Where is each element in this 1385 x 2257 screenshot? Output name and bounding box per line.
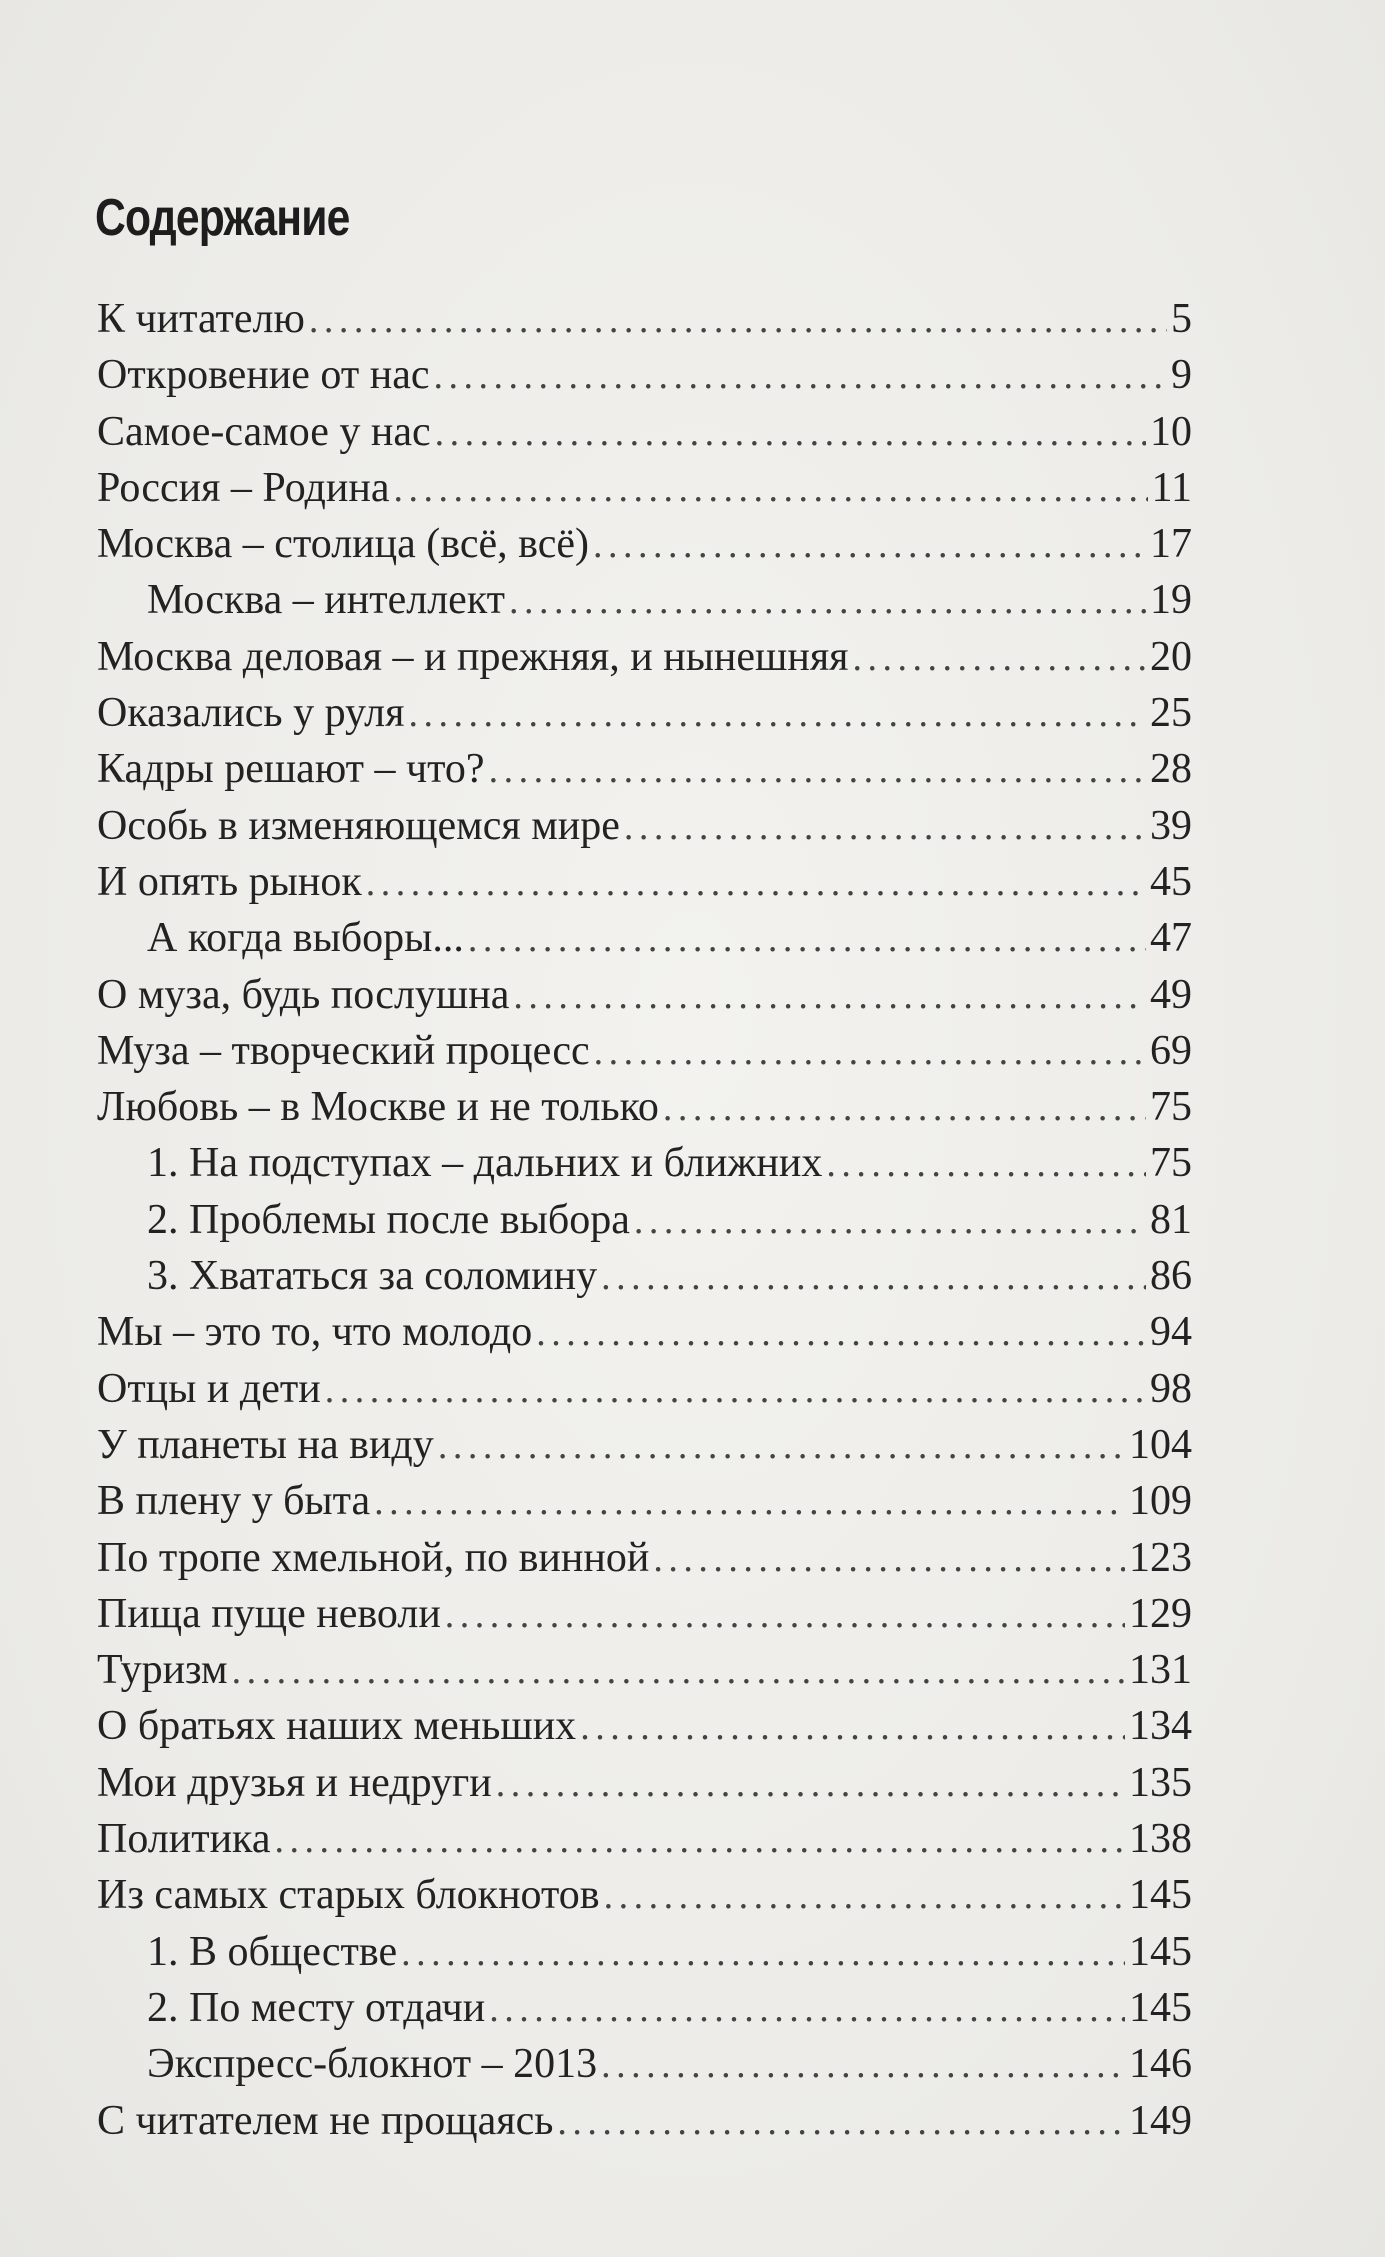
- toc-entry: [97, 689, 1192, 745]
- toc-entry-page-number: 131: [1129, 1647, 1192, 1694]
- toc-entry: [97, 1534, 1192, 1590]
- dot-leader: [624, 805, 1146, 849]
- toc-entry-title: К читателю: [97, 296, 305, 342]
- toc-entry-page-number: 11: [1151, 464, 1192, 511]
- toc-entry: [97, 971, 1192, 1027]
- toc-entry-page-number: 10: [1150, 408, 1192, 455]
- dot-leader: [366, 861, 1146, 905]
- toc-entry: [97, 1928, 1192, 1984]
- toc-entry-page-number: 9: [1171, 352, 1192, 399]
- toc-entry-title: О муза, будь послушна: [97, 971, 510, 1018]
- dot-leader: [634, 1199, 1146, 1243]
- toc-entry-title: Мы – это то, что молодо: [97, 1309, 533, 1356]
- toc-entry: [97, 1759, 1192, 1815]
- dot-leader: [580, 1705, 1125, 1749]
- toc-entry-title: Муза – творческий процесс: [97, 1027, 590, 1074]
- toc-entry-title: Оказались у руля: [97, 690, 405, 737]
- toc-entry-title: В плену у быта: [97, 1478, 371, 1525]
- toc-entry-page-number: 47: [1150, 915, 1192, 962]
- toc-entry-title: Москва – интеллект: [147, 577, 506, 624]
- toc-entry-title: 1. В обществе: [147, 1928, 398, 1975]
- dot-leader: [309, 298, 1167, 342]
- dot-leader: [489, 748, 1146, 792]
- toc-entry: [97, 2040, 1192, 2096]
- toc-entry: [97, 914, 1192, 970]
- toc-entry: [97, 520, 1192, 576]
- toc-entry-page-number: 149: [1129, 2097, 1192, 2144]
- toc-entry: [97, 1196, 1192, 1252]
- dot-leader: [438, 1424, 1125, 1468]
- dot-leader: [594, 1030, 1146, 1074]
- toc-entry-page-number: 28: [1150, 746, 1192, 793]
- toc-entry: [97, 1083, 1192, 1139]
- toc-entry-page-number: 138: [1129, 1816, 1192, 1863]
- dot-leader: [557, 2100, 1125, 2144]
- toc-entry: [97, 1815, 1192, 1871]
- toc-entry-title: Самое-самое у нас: [97, 408, 431, 455]
- toc-entry-page-number: 145: [1129, 1984, 1192, 2031]
- toc-entry-title: По тропе хмельной, по винной: [97, 1534, 650, 1581]
- toc-entry-page-number: 129: [1129, 1590, 1192, 1637]
- dot-leader: [489, 1987, 1125, 2031]
- dot-leader: [433, 354, 1167, 398]
- toc-entry: [97, 1477, 1192, 1533]
- toc-entry-page-number: 146: [1129, 2041, 1192, 2088]
- toc-entry-title: Отцы и дети: [97, 1365, 321, 1412]
- toc-entry: [97, 408, 1192, 464]
- dot-leader: [496, 1762, 1125, 1806]
- toc-entry-title: 1. На подступах – дальних и ближних: [147, 1140, 823, 1187]
- dot-leader: [394, 467, 1148, 511]
- toc-entry-title: Мои друзья и недруги: [97, 1759, 492, 1806]
- dot-leader: [374, 1480, 1125, 1524]
- toc-entry: [97, 1421, 1192, 1477]
- dot-leader: [468, 917, 1146, 961]
- dot-leader: [274, 1818, 1125, 1862]
- dot-leader: [536, 1311, 1146, 1355]
- toc-entry: [97, 745, 1192, 801]
- toc-entry: [97, 1365, 1192, 1421]
- dot-leader: [601, 1255, 1146, 1299]
- dot-leader: [325, 1368, 1146, 1412]
- toc-entry-title: Экспресс-блокнот – 2013: [147, 2041, 598, 2088]
- toc-entry-page-number: 5: [1171, 296, 1192, 342]
- toc-entry: [97, 1027, 1192, 1083]
- toc-entry-title: Пища пуще неволи: [97, 1590, 441, 1637]
- toc-entry: [97, 1308, 1192, 1364]
- toc-entry-page-number: 94: [1150, 1309, 1192, 1356]
- toc-entry-title: Россия – Родина: [97, 464, 390, 511]
- toc-entry: [97, 1646, 1192, 1702]
- dot-leader: [604, 1874, 1125, 1918]
- dot-leader: [653, 1537, 1125, 1581]
- toc-entry-title: У планеты на виду: [97, 1421, 434, 1468]
- toc-entry: [97, 1139, 1192, 1195]
- dot-leader: [232, 1649, 1125, 1693]
- toc-entry-title: Особь в изменяющемся мире: [97, 802, 620, 849]
- dot-leader: [593, 523, 1146, 567]
- toc-entry: [97, 1590, 1192, 1646]
- toc-entry-page-number: 17: [1150, 521, 1192, 568]
- toc-entry-page-number: 109: [1129, 1478, 1192, 1525]
- toc-entry-title: И опять рынок: [97, 858, 362, 905]
- toc-entry-title: 3. Хвататься за соломину: [147, 1253, 598, 1300]
- toc-entry-page-number: 25: [1150, 690, 1192, 737]
- toc-entry-title: Москва деловая – и прежняя, и нынешняя: [97, 633, 849, 680]
- dot-leader: [401, 1931, 1125, 1975]
- toc-entry-page-number: 75: [1150, 1140, 1192, 1187]
- toc-entry-title: А когда выборы...: [147, 915, 464, 962]
- toc-entry-title: Откровение от нас: [97, 352, 430, 399]
- toc-entry-page-number: 39: [1150, 802, 1192, 849]
- dot-leader: [853, 636, 1147, 680]
- toc-entry-title: 2. По месту отдачи: [147, 1984, 486, 2031]
- toc-entry: [97, 464, 1192, 520]
- dot-leader: [601, 2043, 1125, 2087]
- toc-entry-page-number: 49: [1150, 971, 1192, 1018]
- toc-entry-page-number: 104: [1129, 1421, 1192, 1468]
- dot-leader: [826, 1142, 1146, 1186]
- toc-entry-title: Москва – столица (всё, всё): [97, 521, 589, 568]
- toc-entry: [97, 1871, 1192, 1927]
- toc-entry-title: Туризм: [97, 1647, 228, 1694]
- toc-entry-title: Любовь – в Москве и не только: [97, 1084, 659, 1131]
- toc-entry-title: Политика: [97, 1816, 271, 1863]
- toc-entry-page-number: 134: [1129, 1703, 1192, 1750]
- toc-entry-page-number: 19: [1150, 577, 1192, 624]
- toc-entry-page-number: 69: [1150, 1027, 1192, 1074]
- toc-entry-title: С читателем не прощаясь: [97, 2097, 554, 2144]
- toc-entry-title: Из самых старых блокнотов: [97, 1872, 600, 1919]
- toc-entry-page-number: 135: [1129, 1759, 1192, 1806]
- dot-leader: [445, 1593, 1125, 1637]
- dot-leader: [509, 579, 1146, 623]
- dot-leader: [663, 1086, 1146, 1130]
- dot-leader: [408, 692, 1146, 736]
- toc-entry-page-number: 145: [1129, 1872, 1192, 1919]
- table-of-contents: [97, 295, 1192, 2153]
- toc-entry: [97, 1702, 1192, 1758]
- toc-entry-page-number: 75: [1150, 1084, 1192, 1131]
- toc-entry: [97, 802, 1192, 858]
- toc-entry: [97, 2097, 1192, 2153]
- toc-entry: [97, 858, 1192, 914]
- toc-entry-page-number: 81: [1150, 1196, 1192, 1243]
- toc-entry-page-number: 98: [1150, 1365, 1192, 1412]
- toc-entry: [97, 1252, 1192, 1308]
- toc-entry: [97, 1984, 1192, 2040]
- toc-entry: [97, 576, 1192, 632]
- dot-leader: [435, 411, 1146, 455]
- dot-leader: [513, 974, 1146, 1018]
- toc-entry-page-number: 20: [1150, 633, 1192, 680]
- toc-entry-title: 2. Проблемы после выбора: [147, 1196, 630, 1243]
- toc-entry: [97, 351, 1192, 407]
- toc-entry-page-number: 86: [1150, 1253, 1192, 1300]
- toc-entry-page-number: 123: [1129, 1534, 1192, 1581]
- toc-entry-title: Кадры решают – что?: [97, 746, 485, 793]
- toc-entry: [97, 633, 1192, 689]
- toc-entry-title: О братьях наших меньших: [97, 1703, 577, 1750]
- toc-entry: [97, 295, 1192, 351]
- toc-entry-page-number: 145: [1129, 1928, 1192, 1975]
- page-title: Содержание: [95, 189, 350, 247]
- toc-entry-page-number: 45: [1150, 858, 1192, 905]
